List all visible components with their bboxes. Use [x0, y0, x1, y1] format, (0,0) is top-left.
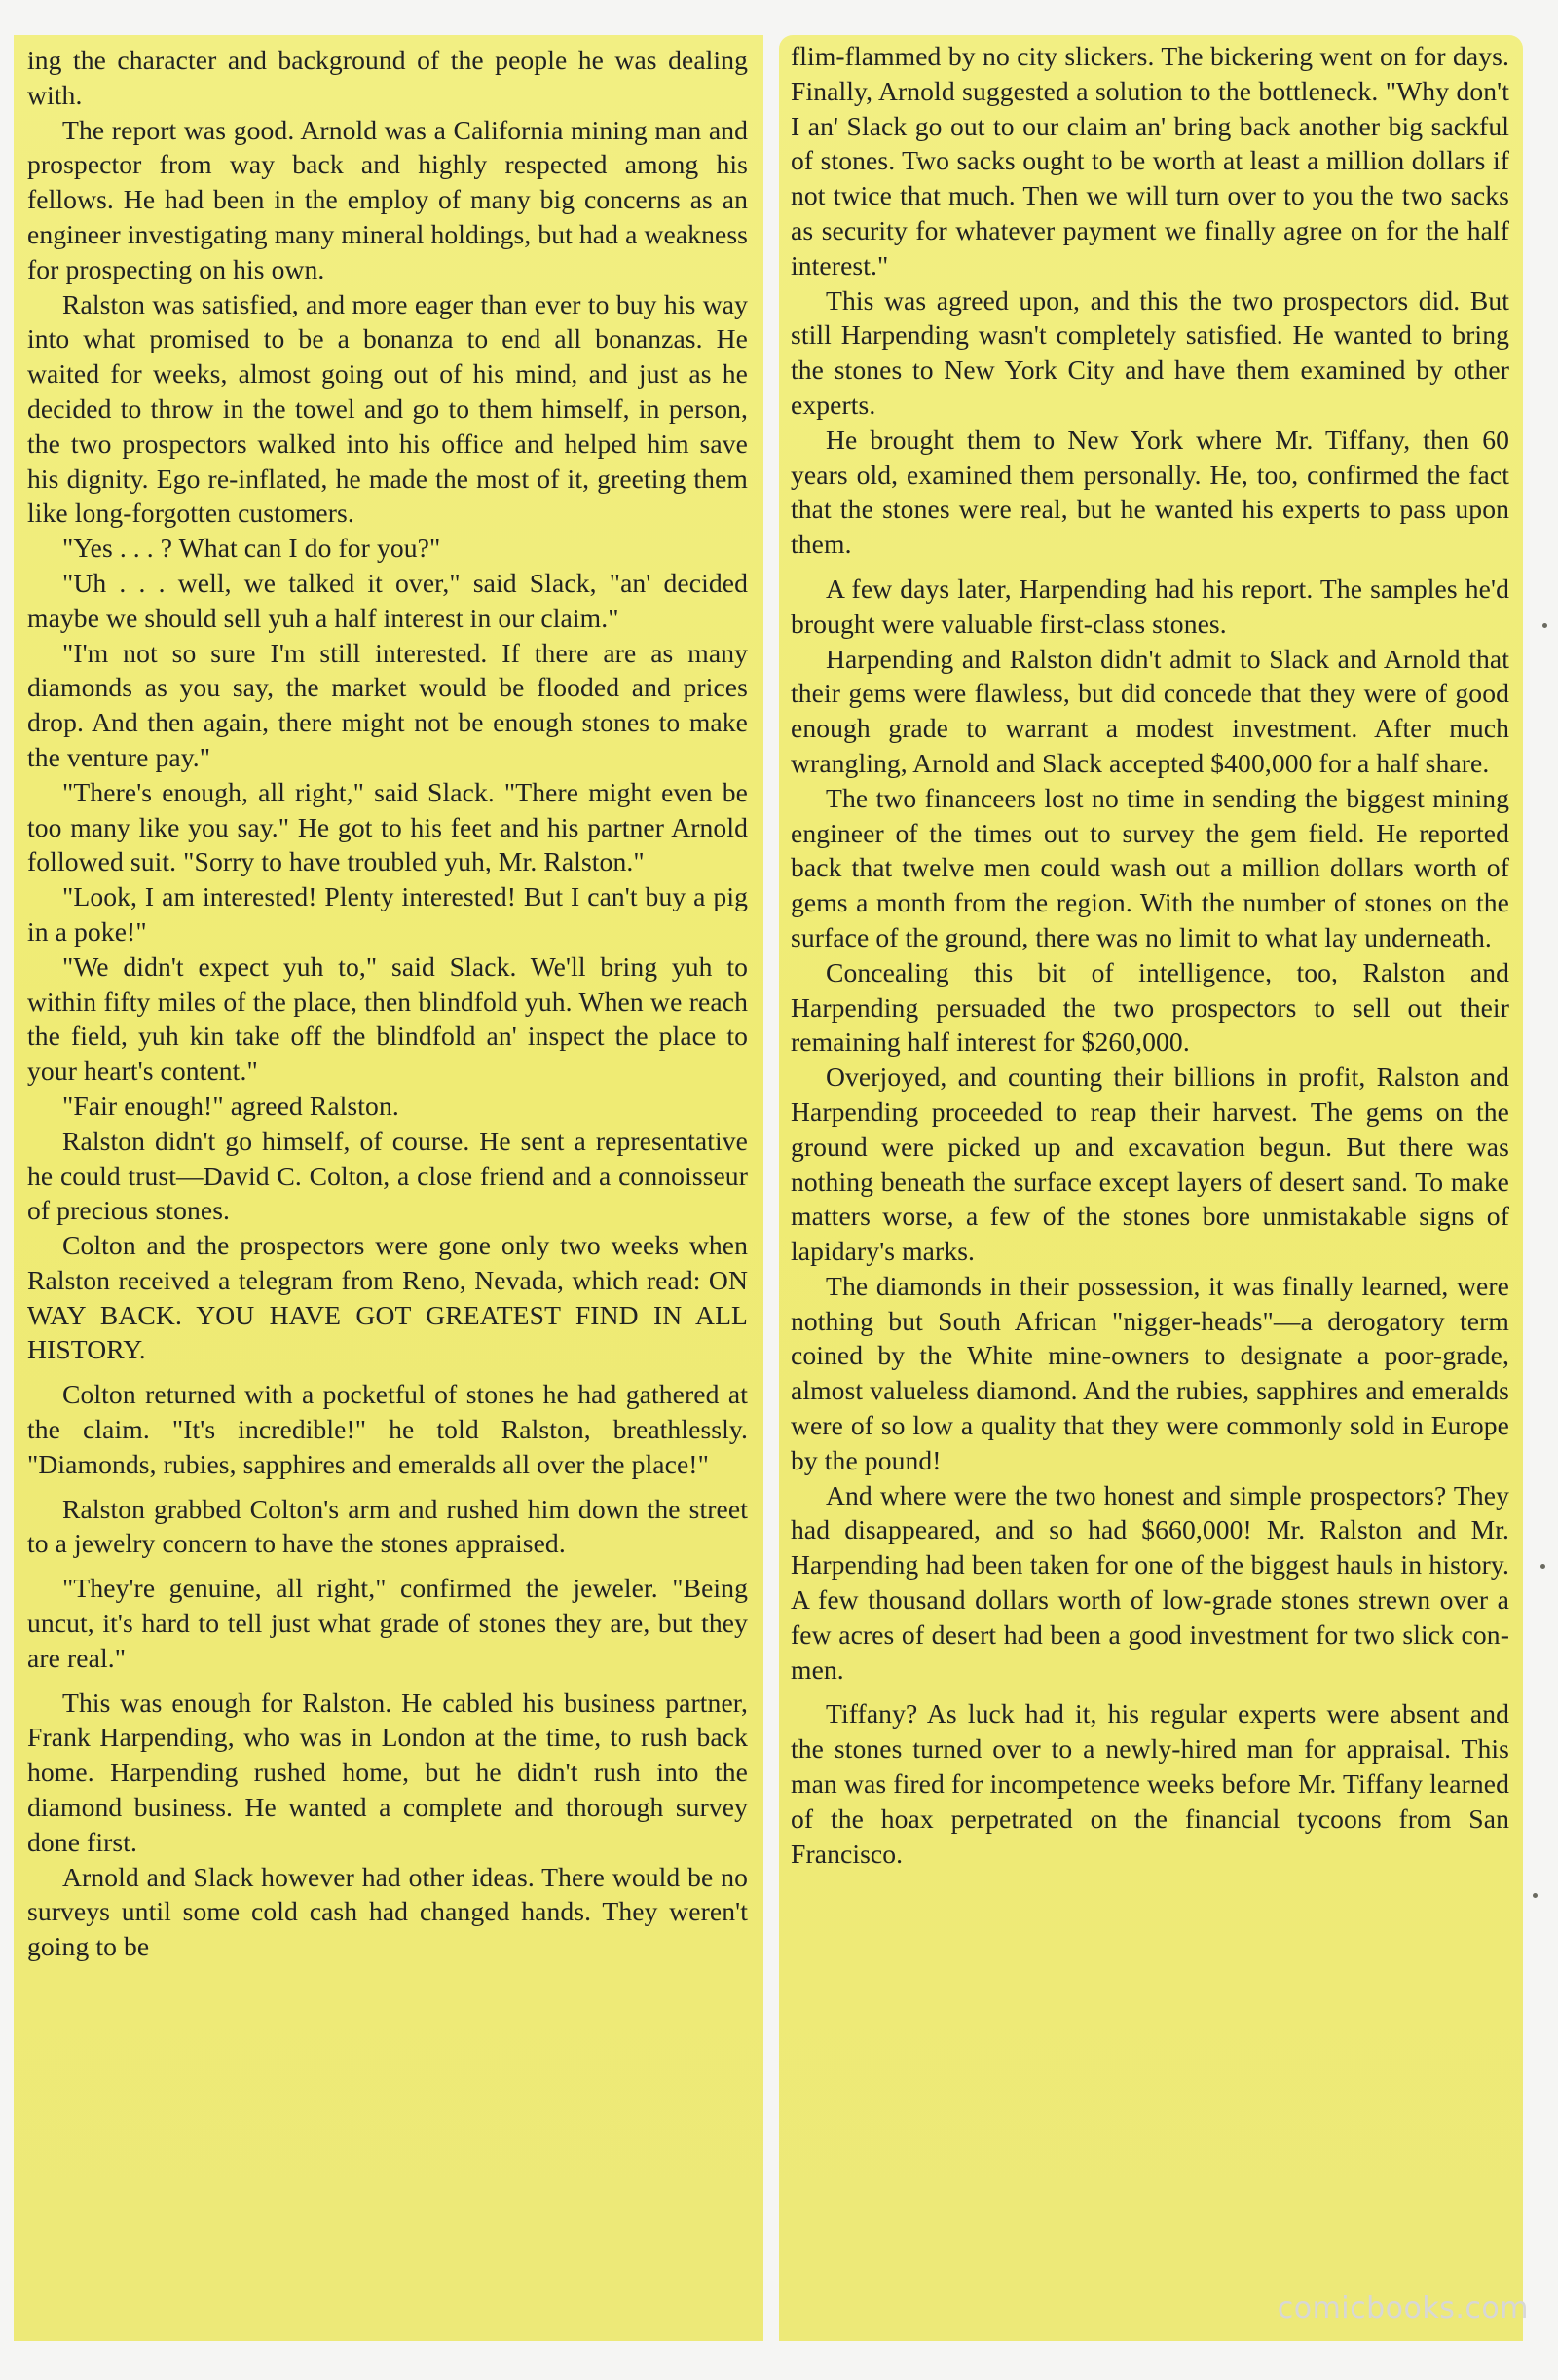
- paragraph: "They're genuine, all right," confirmed the jeweler. "Being uncut, it's hard to tell just what grade of stones they are, but they are real.": [27, 1573, 748, 1673]
- paragraph: "Fair enough!" agreed Ralston.: [62, 1090, 399, 1121]
- paragraph: "I'm not so sure I'm still interested. If there are as many diamonds as you say, the market would be flooded and prices drop. And then again, there might not be enough stones to make the venture pay.": [27, 637, 748, 772]
- paragraph: Colton returned with a pocketful of stones he had gathered at the claim. "It's incredible!" he told Ralston, breathlessly. "Diamonds, rubies, sapphires and emeralds all over the place!": [27, 1379, 748, 1479]
- paragraph: Tiffany? As luck had it, his regular experts were absent and the stones turned over to a newly-hired man for appraisal. This man was fired for incompetence weeks before Mr. Tiffany learned of the hoax perpetrated on the financial tycoons from San Francisco.: [791, 1698, 1509, 1869]
- right-text-column: [779, 35, 1523, 2341]
- paragraph: Ralston was satisfied, and more eager than ever to buy his way into what promised to be a bonanza to end all bonanzas. He waited for weeks, almost going out of his mind, and just as he decided to throw in the towel and go to them himself, in person, the two prospectors walked into his office and helped him save his dignity. Ego re-inflated, he made the most of it, greeting them like long-forgotten customers.: [27, 288, 748, 529]
- paragraph: "Yes . . . ? What can I do for you?": [62, 533, 441, 564]
- paragraph: The diamonds in their possession, it was finally learned, were nothing but South African "nigger-heads"—a derogatory term coined by the White mine-owners to designate a poor-grade, almost valueless diamond. And the rubies, sapphires and emeralds were of so low a quality that they were commonly sold in Europe by the pound!: [791, 1270, 1509, 1475]
- paragraph: The two financeers lost no time in sending the biggest mining engineer of the times out to survey the gem field. He reported back that twelve men could wash out a million dollars worth of gems a month from the region. With the number of stones on the surface of the ground, there was no limit to what lay underneath.: [791, 782, 1509, 952]
- paragraph: This was enough for Ralston. He cabled his business partner, Frank Harpending, who was in London at the time, to rush back home. Harpending rushed home, but he didn't rush into the diamond business. He wanted a complete and thorough survey done first.: [27, 1687, 748, 1857]
- paragraph: Harpending and Ralston didn't admit to Slack and Arnold that their gems were flawless, but did concede that they were of good enough grade to warrant a modest investment. After much wrangling, Arnold and Slack accepted $400,000 for a half share.: [791, 643, 1509, 778]
- paragraph: This was agreed upon, and this the two prospectors did. But still Harpending wasn't completely satisfied. He wanted to bring the stones to New York City and have them examined by other experts.: [791, 284, 1509, 420]
- paragraph: Overjoyed, and counting their billions in profit, Ralston and Harpending proceeded to reap their harvest. The gems on the ground were picked up and excavation begun. But there was nothing beneath the surface except layers of desert sand. To make matters worse, a few of the stones bore unmistakable signs of lapidary's marks.: [791, 1061, 1509, 1267]
- paragraph: "We didn't expect yuh to," said Slack. We'll bring yuh to within fifty miles of the place, then blindfold yuh. When we reach the field, yuh kin take off the blindfold an' inspect the place to your heart's content.": [27, 950, 748, 1087]
- paragraph: Colton and the prospectors were gone only two weeks when Ralston received a telegram from Reno, Nevada, which read: ON WAY BACK. YOU HAVE GOT GREATEST FIND IN ALL HISTORY.: [27, 1230, 748, 1365]
- paragraph: He brought them to New York where Mr. Tiffany, then 60 years old, examined them personally. He, too, confirmed the fact that the stones were real, but he wanted his experts to pass upon them.: [791, 424, 1509, 560]
- paragraph: Concealing this bit of intelligence, too, Ralston and Harpending persuaded the two prospectors to sell out their remaining half interest for $260,000.: [791, 956, 1509, 1058]
- scan-speck: [1533, 1893, 1538, 1898]
- paragraph: ing the character and background of the people he was dealing with.: [27, 45, 748, 110]
- paragraph: Arnold and Slack however had other ideas. There would be no surveys until some cold cash had changed hands. They weren't going to be: [27, 1861, 748, 1962]
- watermark: comicbooks.com: [1277, 2291, 1529, 2325]
- paragraph: Ralston grabbed Colton's arm and rushed him down the street to a jewelry concern to have the stones appraised.: [27, 1493, 748, 1559]
- scan-speck: [1542, 623, 1547, 628]
- paragraph: Ralston didn't go himself, of course. He sent a representative he could trust—David C. Colton, a close friend and a connoisseur of precious stones.: [27, 1125, 748, 1226]
- paragraph: "Look, I am interested! Plenty interested! But I can't buy a pig in a poke!": [27, 881, 748, 947]
- paragraph: "Uh . . . well, we talked it over," said Slack, "an' decided maybe we should sell yuh a half interest in our claim.": [27, 567, 748, 633]
- scan-speck: [1540, 1564, 1545, 1569]
- paragraph: "There's enough, all right," said Slack. "There might even be too many like you say." He got to his feet and his partner Arnold followed suit. "Sorry to have troubled yuh, Mr. Ralston.": [27, 776, 748, 877]
- paragraph: And where were the two honest and simple prospectors? They had disappeared, and so had $660,000! Mr. Ralston and Mr. Harpending had been taken for one of the biggest hauls in history. A few thousand dollars worth of low-grade stones strewn over a few acres of desert had been a good investment for two slick con-men.: [791, 1479, 1509, 1685]
- paragraph: flim-flammed by no city slickers. The bickering went on for days. Finally, Arnold suggested a solution to the bottleneck. "Why don't I an' Slack go out to our claim an' bring back another big sackful of stones. Two sacks ought to be worth at least a million dollars if not twice that much. Then we will turn over to you the two sacks as security for whatever payment we finally agree on for the half interest.": [791, 41, 1509, 280]
- paragraph: A few days later, Harpending had his report. The samples he'd brought were valuable first-class stones.: [791, 573, 1509, 639]
- left-text-column: [14, 35, 763, 2341]
- paragraph: The report was good. Arnold was a California mining man and prospector from way back and highly respected among his fellows. He had been in the employ of many big concerns as an engineer investigating many mineral holdings, but had a weakness for prospecting on his own.: [27, 114, 748, 284]
